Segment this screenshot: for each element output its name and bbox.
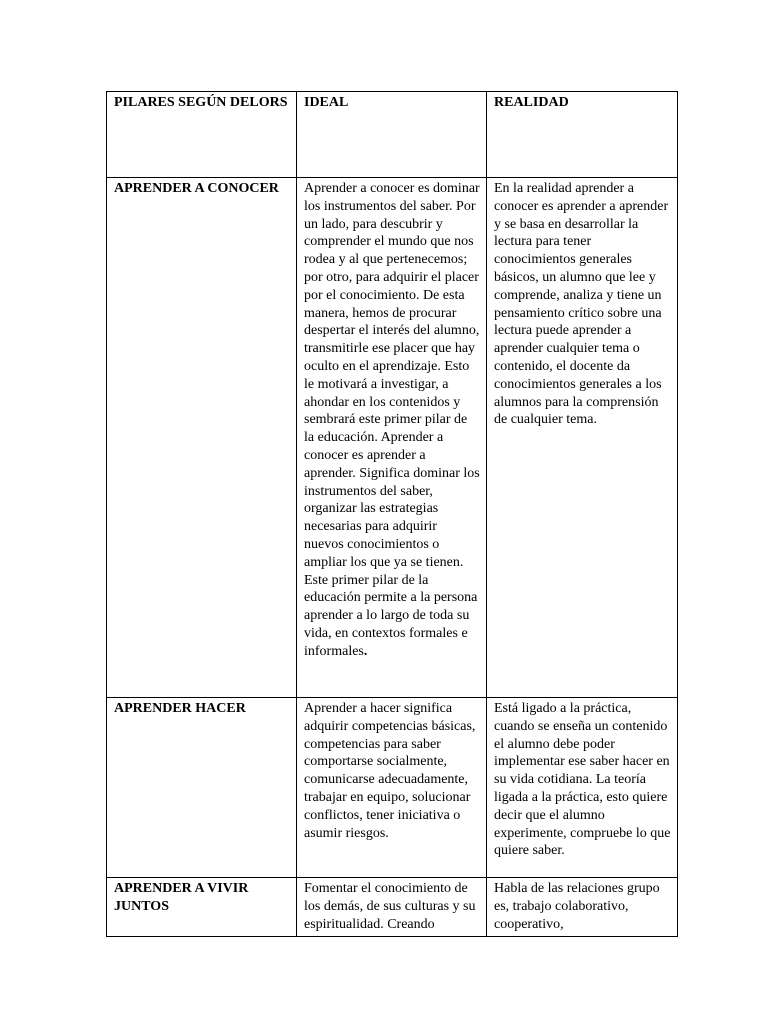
header-ideal: IDEAL bbox=[297, 92, 487, 178]
table-row bbox=[107, 878, 678, 937]
reality-cell: Está ligado a la práctica, cuando se enseña un contenido el alumno debe poder implementar ese saber hacer en su vida cotidiana. La teoría ligada a la práctica, esto quiere decir que el alumno experimente, compruebe lo que quiere saber. bbox=[487, 698, 678, 878]
header-reality: REALIDAD bbox=[487, 92, 678, 178]
table-row bbox=[107, 178, 678, 698]
table-header-row bbox=[107, 92, 678, 178]
ideal-cell: Fomentar el conocimiento de los demás, de sus culturas y su espiritualidad. Creando bbox=[297, 878, 487, 937]
pillar-cell: APRENDER A CONOCER bbox=[107, 178, 297, 698]
ideal-text: Aprender a conocer es dominar los instrumentos del saber. Por un lado, para descubrir y comprender el mundo que nos rodea y al que pertenecemos; por otro, para adquirir el placer por el conocimiento. De esta manera, hemos de procurar despertar el interés del alumno, transmitirle ese placer que hay oculto en el aprendizaje. Esto le motivará a investigar, a ahondar en los contenidos y sembrará este primer pilar de la educación. Aprender a conocer es aprender a aprender. Significa dominar los instrumentos del saber, organizar las estrategias necesarias para adquirir nuevos conocimientos o ampliar los que ya se tienen. Este primer pilar de la educación permite a la persona aprender a lo largo de toda su vida, en contextos formales e informales bbox=[304, 181, 480, 659]
ideal-end-period: . bbox=[363, 643, 368, 659]
reality-cell: Habla de las relaciones grupo es, trabajo colaborativo, cooperativo, bbox=[487, 878, 678, 937]
ideal-cell bbox=[297, 178, 487, 698]
pillar-cell: APRENDER HACER bbox=[107, 698, 297, 878]
pillars-table bbox=[106, 91, 678, 937]
reality-cell: En la realidad aprender a conocer es aprender a aprender y se basa en desarrollar la lectura para tener conocimientos generales básicos, un alumno que lee y comprende, analiza y tiene un pensamiento crítico sobre una lectura puede aprender a aprender cualquier tema o contenido, el docente da conocimientos generales a los alumnos para la comprensión de cualquier tema. bbox=[487, 178, 678, 698]
table-row bbox=[107, 698, 678, 878]
pillar-cell: APRENDER A VIVIR JUNTOS bbox=[107, 878, 297, 937]
ideal-cell: Aprender a hacer significa adquirir competencias básicas, competencias para saber comportarse socialmente, comunicarse adecuadamente, trabajar en equipo, solucionar conflictos, tener iniciativa o asumir riesgos. bbox=[297, 698, 487, 878]
header-pillars: PILARES SEGÚN DELORS bbox=[107, 92, 297, 178]
